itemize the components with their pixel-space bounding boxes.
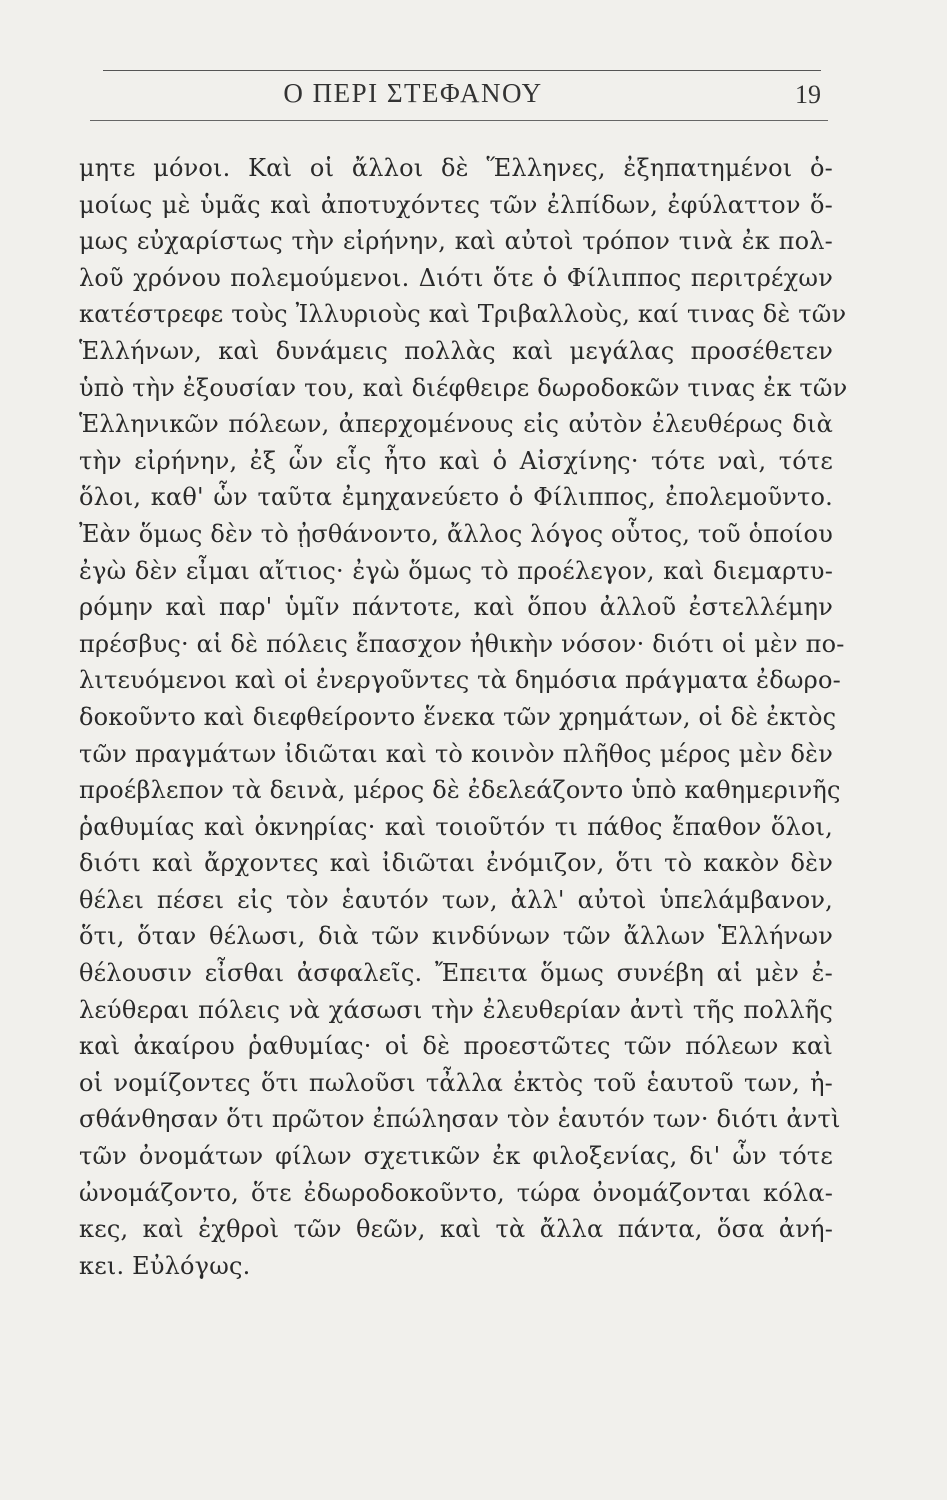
- text-line: Ἐὰν ὅμως δὲν τὸ ᾐσθάνοντο, ἄλλος λόγος οὗτος, τοῦ ὁποίου: [79, 519, 833, 548]
- text-line: κες, καὶ ἐχθροὶ τῶν θεῶν, καὶ τὰ ἄλλα πάντα, ὅσα ἀνή-: [79, 1215, 833, 1244]
- text-line: ὅλοι, καθ' ὧν ταῦτα ἐμηχανεύετο ὁ Φίλιππος, ἐπολεμοῦντο.: [79, 483, 833, 512]
- page-header: [103, 74, 821, 118]
- text-line: προέβλεπον τὰ δεινὰ, μέρος δὲ ἐδελεάζοντο ὑπὸ καθημερινῆς: [79, 776, 841, 805]
- text-line: δοκοῦντο καὶ διεφθείροντο ἕνεκα τῶν χρημάτων, οἱ δὲ ἐκτὸς: [79, 702, 837, 731]
- text-line: μοίως μὲ ὑμᾶς καὶ ἀποτυχόντες τῶν ἐλπίδων, ἐφύλαττον ὅ-: [79, 190, 833, 219]
- header-rule-top: [103, 70, 821, 71]
- body-text: [79, 150, 848, 1284]
- text-line: μως εὐχαρίστως τὴν εἰρήνην, καὶ αὐτοὶ τρόπον τινὰ ἐκ πολ-: [79, 227, 833, 256]
- text-line: κει. Εὐλόγως.: [79, 1251, 251, 1280]
- text-line: τῶν πραγμάτων ἰδιῶται καὶ τὸ κοινὸν πλῆθος μέρος μὲν δὲν: [79, 739, 833, 768]
- text-line: λιτευόμενοι καὶ οἱ ἐνεργοῦντες τὰ δημόσια πράγματα ἐδωρο-: [79, 666, 841, 695]
- text-line: καὶ ἀκαίρου ῥαθυμίας· οἱ δὲ προεστῶτες τῶν πόλεων καὶ: [79, 1032, 833, 1061]
- text-line: λεύθεραι πόλεις νὰ χάσωσι τὴν ἐλευθερίαν ἀντὶ τῆς πολλῆς: [79, 995, 833, 1024]
- text-line: πρέσβυς· αἱ δὲ πόλεις ἔπασχον ἠθικὴν νόσον· διότι οἱ μὲν πο-: [79, 629, 845, 658]
- text-line: κατέστρεφε τοὺς Ἰλλυριοὺς καὶ Τριβαλλοὺς, καί τινας δὲ τῶν: [79, 300, 847, 329]
- text-line: τῶν ὀνομάτων φίλων σχετικῶν ἐκ φιλοξενίας, δι' ὧν τότε: [79, 1142, 833, 1171]
- text-line: οἱ νομίζοντες ὅτι πωλοῦσι τἆλλα ἐκτὸς τοῦ ἑαυτοῦ των, ἠ-: [79, 1068, 833, 1097]
- text-line: ὅτι, ὅταν θέλωσι, διὰ τῶν κινδύνων τῶν ἄλλων Ἑλλήνων: [79, 922, 833, 951]
- text-line: σθάνθησαν ὅτι πρῶτον ἐπώλησαν τὸν ἑαυτόν των· διότι ἀντὶ: [79, 1105, 841, 1134]
- text-line: θέλει πέσει εἰς τὸν ἑαυτόν των, ἀλλ' αὐτοὶ ὑπελάμβανον,: [79, 885, 833, 914]
- text-line: Ἑλληνικῶν πόλεων, ἀπερχομένους εἰς αὐτὸν ἐλευθέρως διὰ: [79, 410, 833, 439]
- text-line: ὠνομάζοντο, ὅτε ἐδωροδοκοῦντο, τώρα ὀνομάζονται κόλα-: [79, 1178, 833, 1207]
- running-head: Ο ΠΕΡΙ ΣΤΕΦΑΝΟΥ: [283, 78, 543, 108]
- text-line: ὑπὸ τὴν ἐξουσίαν του, καὶ διέφθειρε δωροδοκῶν τινας ἐκ τῶν: [79, 373, 848, 402]
- text-line: διότι καὶ ἄρχοντες καὶ ἰδιῶται ἐνόμιζον, ὅτι τὸ κακὸν δὲν: [79, 849, 833, 878]
- text-line: μητε μόνοι. Καὶ οἱ ἄλλοι δὲ Ἕλληνες, ἐξηπατημένοι ὁ-: [79, 154, 833, 182]
- text-line: ῥαθυμίας καὶ ὀκνηρίας· καὶ τοιοῦτόν τι πάθος ἔπαθον ὅλοι,: [79, 812, 833, 841]
- text-line: ρόμην καὶ παρ' ὑμῖν πάντοτε, καὶ ὅπου ἀλλοῦ ἐστελλέμην: [79, 593, 833, 622]
- text-line: τὴν εἰρήνην, ἐξ ὧν εἷς ἦτο καὶ ὁ Αἰσχίνης· τότε ναὶ, τότε: [79, 446, 833, 475]
- header-rule-bottom: [90, 120, 828, 121]
- text-line: λοῦ χρόνου πολεμούμενοι. Διότι ὅτε ὁ Φίλιππος περιτρέχων: [79, 263, 833, 292]
- text-line: Ἑλλήνων, καὶ δυνάμεις πολλὰς καὶ μεγάλας προσέθετεν: [79, 336, 833, 365]
- page-number: 19: [795, 80, 821, 109]
- text-line: ἐγὼ δὲν εἶμαι αἴτιος· ἐγὼ ὅμως τὸ προέλεγον, καὶ διεμαρτυ-: [79, 556, 833, 585]
- text-line: θέλουσιν εἶσθαι ἀσφαλεῖς. Ἔπειτα ὅμως συνέβη αἱ μὲν ἐ-: [79, 959, 833, 988]
